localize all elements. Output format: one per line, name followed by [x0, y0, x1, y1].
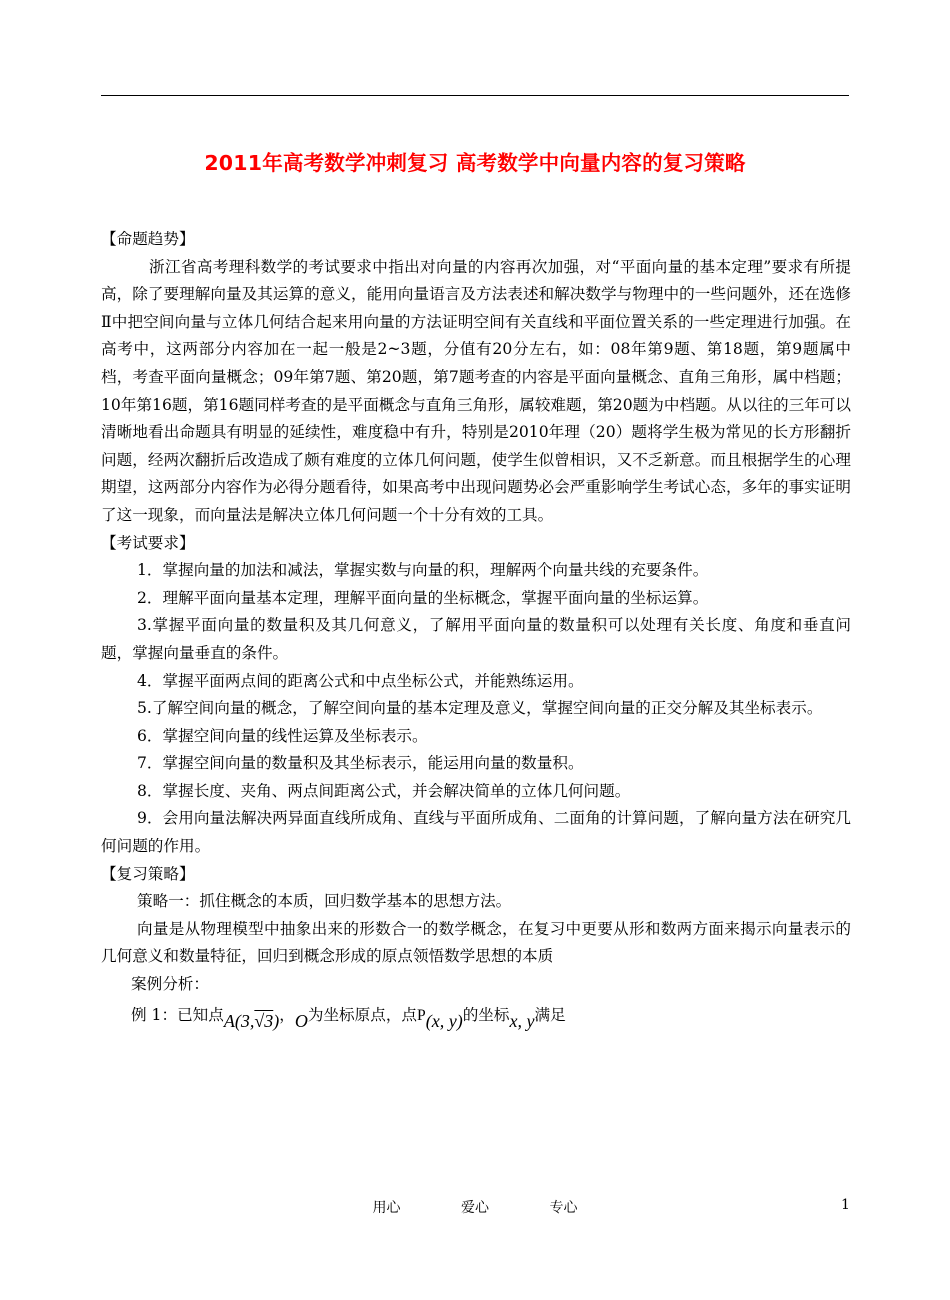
- requirement-item: 8．掌握长度、夹角、两点间距离公式，并会解决简单的立体几何问题。: [137, 781, 631, 800]
- requirement-item: 4．掌握平面两点间的距离公式和中点坐标公式，并能熟练运用。: [137, 671, 584, 690]
- requirements-heading: 【考试要求】: [101, 533, 195, 552]
- trend-paragraph: 浙江省高考理科数学的考试要求中指出对向量的内容再次加强，对“平面向量的基本定理”要求有所提高，除了要理解向量及其运算的意义，能用向量语言及方法表述和解决数学与物理中的一些问题外，还在选修Ⅱ中把空间向量与立体几何结合起来用向量的方法证明空间有关直线和平面位置关系的一些定理进行加强。在高考中，这两部分内容加在一起一般是2~3题，分值有20分左右，如：08年第9题、第18题，第9题属中档，考查平面向量概念；09年第7题、第20题，第7题考查的内容是平面向量概念、直角三角形，属中档题；10年第16题，第16题同样考查的是平面概念与直角三角形，属较难题，第20题为中档题。从以往的三年可以清晰地看出命题具有明显的延续性，难度稳中有升，特别是2010年理（20）题将学生极为常见的长方形翻折问题，经两次翻折后改造成了颇有难度的立体几何问题，使学生似曾相识，又不乏新意。而且根据学生的心理期望，这两部分内容作为必得分题看待，如果高考中出现问题势必会严重影响学生考试心态，多年的事实证明了这一现象，而向量法是解决立体几何问题一个十分有效的工具。: [101, 257, 851, 524]
- page-number: 1: [841, 1197, 850, 1213]
- requirement-item: 7．掌握空间向量的数量积及其坐标表示，能运用向量的数量积。: [137, 754, 584, 773]
- origin-text: 为坐标原点，点: [307, 1005, 418, 1024]
- footer-word: 爱心: [461, 1200, 489, 1216]
- example-1: [101, 1001, 851, 1030]
- document-title: 2011年高考数学冲刺复习 高考数学中向量内容的复习策略: [204, 151, 746, 175]
- example-comma: ，: [279, 1005, 295, 1024]
- strategy-one: 策略一：抓住概念的本质，回归数学基本的思想方法。: [137, 892, 512, 911]
- point-p-label: P: [417, 1006, 426, 1024]
- requirement-item: 9．会用向量法解决两异面直线所成角、直线与平面所成角、二面角的计算问题，了解向量方法在研究几何问题的作用。: [101, 809, 851, 856]
- requirement-item: 3.掌握平面向量的数量积及其几何意义，了解用平面向量的数量积可以处理有关长度、角度和垂直问题，掌握向量垂直的条件。: [101, 616, 851, 662]
- trend-heading: 【命题趋势】: [101, 230, 195, 248]
- point-p-coords: (x, y): [425, 1010, 463, 1031]
- strategy-heading: 【复习策略】: [101, 864, 195, 883]
- strategy-paragraph: 向量是从物理模型中抽象出来的形数合一的数学概念，在复习中更要从形和数两方面来揭示向量表示的几何意义和数量特征，回归到概念形成的原点领悟数学思想的本质: [101, 919, 851, 966]
- document-body: [101, 226, 851, 1029]
- requirement-item: 2．理解平面向量基本定理，理解平面向量的坐标概念，掌握平面向量的坐标运算。: [137, 588, 709, 607]
- case-analysis-label: 案例分析：: [131, 975, 209, 994]
- sqrt-3: √3: [254, 1010, 274, 1031]
- point-a: A(3,√3): [223, 1010, 280, 1031]
- origin-symbol: O: [294, 1010, 308, 1031]
- example-tail: 满足: [534, 1005, 566, 1024]
- example-prefix: 例 1：已知点: [131, 1005, 224, 1024]
- coord-text: 的坐标: [462, 1005, 510, 1024]
- requirement-item: 5.了解空间向量的概念，了解空间向量的基本定理及意义，掌握空间向量的正交分解及其坐标表示。: [137, 699, 823, 718]
- requirement-item: 6．掌握空间向量的线性运算及坐标表示。: [137, 726, 428, 745]
- footer-word: 专心: [549, 1200, 578, 1216]
- page-footer: [0, 1197, 950, 1217]
- footer-word: 用心: [372, 1200, 401, 1216]
- header-rule: [101, 95, 849, 96]
- xy-variables: x, y: [509, 1010, 535, 1031]
- requirement-item: 1．掌握向量的加法和减法，掌握实数与向量的积，理解两个向量共线的充要条件。: [137, 561, 709, 580]
